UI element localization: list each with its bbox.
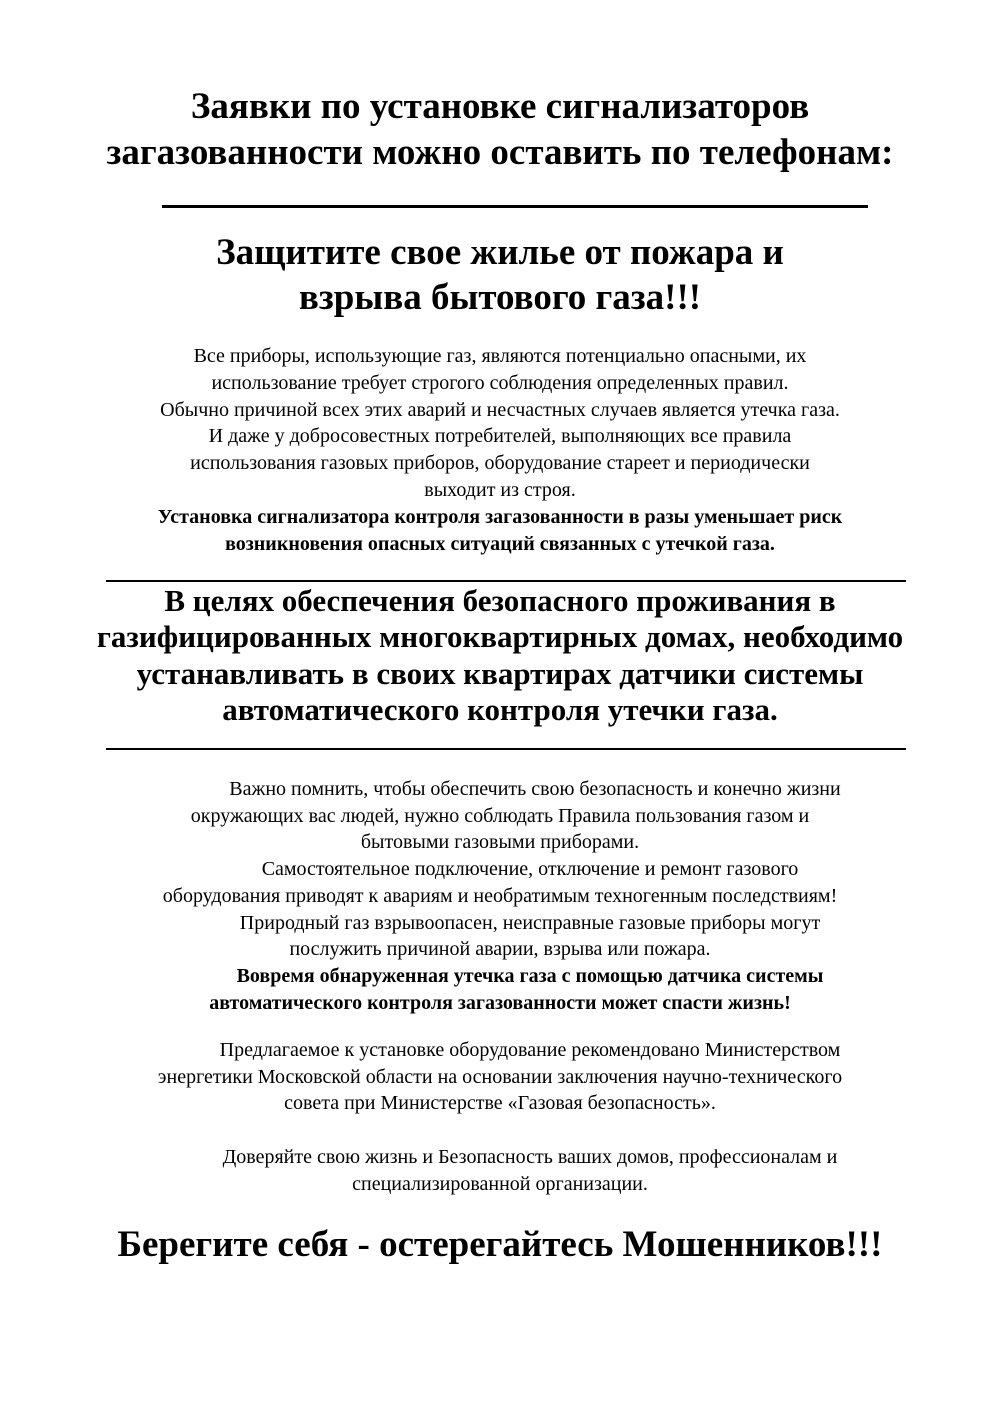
text-line: И даже у добросовестных потребителей, выполняющих все правила — [208, 425, 792, 448]
text-line: оборудования приводят к авариям и необратимым техногенным последствиям! — [162, 884, 838, 907]
horizontal-divider — [106, 748, 906, 750]
intro-paragraph — [0, 343, 1000, 557]
rules-paragraph — [0, 776, 1000, 1016]
phone-request-heading — [0, 84, 1000, 176]
heading-line: Защитите свое жилье от пожара и — [216, 232, 784, 273]
phone-blank-line — [162, 205, 868, 208]
text-line: Предлагаемое к установке оборудование рекомендовано Министерством — [219, 1039, 841, 1061]
text-line: Обычно причиной всех этих аварий и несчастных случаев является утечка газа. — [160, 398, 840, 421]
text-line: использование требует строгого соблюдения определенных правил. — [211, 371, 789, 394]
protect-home-heading — [0, 230, 1000, 320]
safety-heading — [0, 583, 1000, 728]
text-line: Самостоятельное подключение, отключение и ремонт газового — [261, 858, 799, 881]
heading-line: Заявки по установке сигнализаторов — [190, 86, 810, 127]
text-line: энергетики Московской области на основании заключения научно-технического — [157, 1065, 843, 1088]
text-line: послужить причиной аварии, взрыва или пожара. — [289, 938, 711, 961]
bold-text-line: Установка сигнализатора контроля загазованности в разы уменьшает риск — [157, 505, 843, 528]
trust-paragraph — [0, 1144, 1000, 1197]
text-line: Доверяйте свою жизнь и Безопасность ваших домов, профессионалам и — [222, 1146, 838, 1168]
bold-text-line: Вовремя обнаруженная утечка газа с помощью датчика системы — [236, 964, 824, 987]
heading-line: В целях обеспечения безопасного проживания в — [164, 583, 836, 618]
heading-line: газифицированных многоквартирных домах, необходимо — [96, 619, 904, 655]
text-line: Природный газ взрывоопасен, неисправные газовые приборы могут — [239, 911, 821, 934]
text-line: бытовыми газовыми приборами. — [360, 831, 640, 854]
bold-text-line: автоматического контроля загазованности может спасти жизнь! — [209, 991, 791, 1014]
horizontal-divider — [106, 580, 906, 582]
heading-line: взрыва бытового газа!!! — [298, 277, 702, 318]
closing-heading — [0, 1222, 1000, 1268]
text-line: специализированной организации. — [352, 1172, 648, 1195]
heading-line: автоматического контроля утечки газа. — [222, 691, 778, 727]
heading-line: Берегите себя - остерегайтесь Мошенников!!! — [117, 1224, 883, 1265]
heading-line: загазованности можно оставить по телефонам: — [106, 132, 894, 173]
text-line: Важно помнить, чтобы обеспечить свою безопасность и конечно жизни — [229, 778, 841, 800]
text-line: совета при Министерстве «Газовая безопасность». — [284, 1092, 716, 1115]
text-line: Все приборы, использующие газ, являются потенциально опасными, их — [193, 345, 807, 367]
heading-line: устанавливать в своих квартирах датчики системы — [136, 655, 864, 691]
recommendation-paragraph — [0, 1037, 1000, 1117]
text-line: окружающих вас людей, нужно соблюдать Правила пользования газом и — [190, 804, 810, 827]
text-line: использования газовых приборов, оборудование стареет и периодически — [190, 452, 810, 475]
text-line: выходит из строя. — [424, 478, 576, 501]
bold-text-line: возникновения опасных ситуаций связанных с утечкой газа. — [225, 532, 775, 555]
